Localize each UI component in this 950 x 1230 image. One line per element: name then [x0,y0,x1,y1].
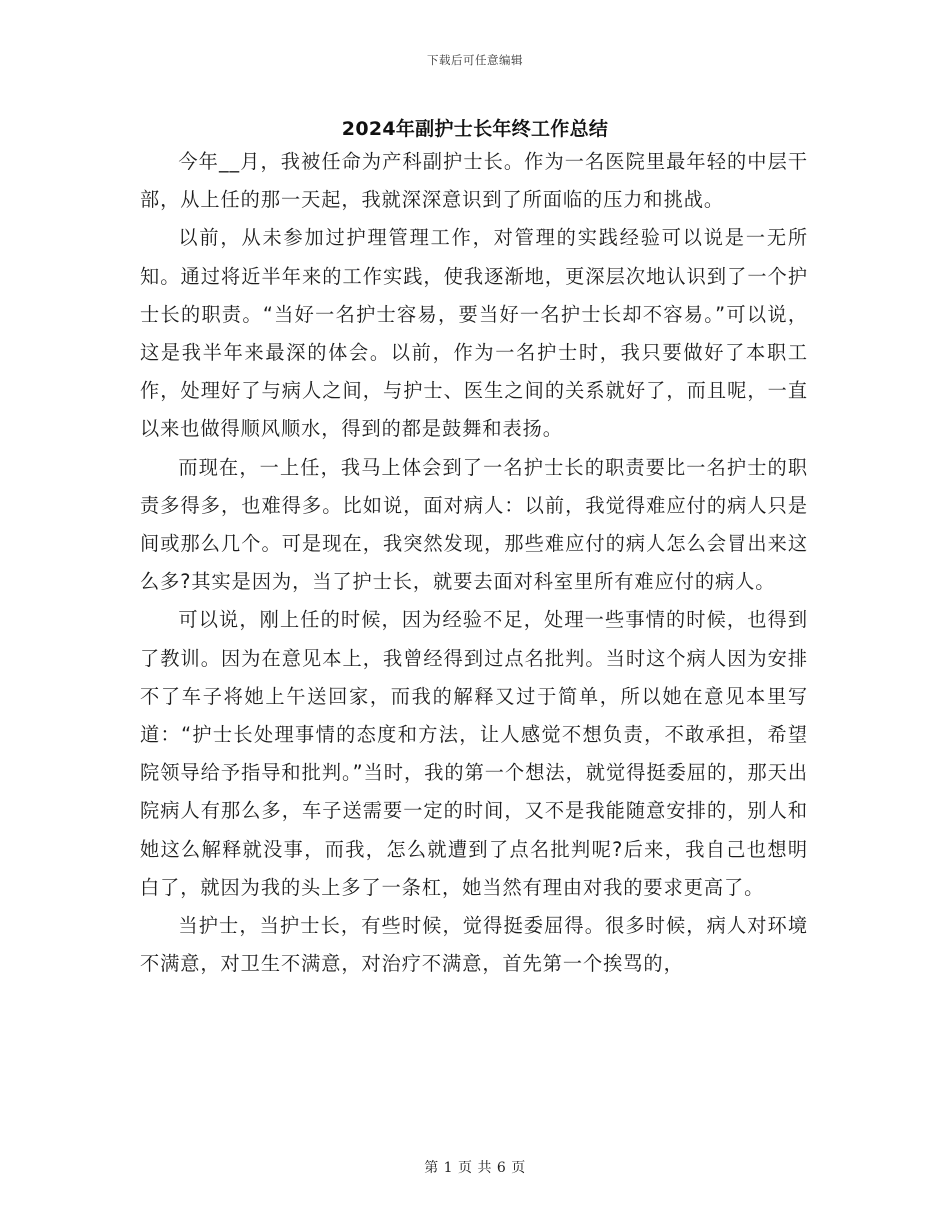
paragraph-3: 而现在，一上任，我马上体会到了一名护士长的职责要比一名护士的职责多得多，也难得多。比如说，面对病人：以前，我觉得难应付的病人只是间或那么几个。可是现在，我突然发现，那些难应付的病人怎么会冒出来这么多?其实是因为，当了护士长，就要去面对科室里所有难应付的病人。 [140,455,808,594]
document-body [140,143,808,983]
document-title: 2024年副护士长年终工作总结 [341,118,609,140]
header-note: 下载后可任意编辑 [427,53,523,67]
paragraph-4: 可以说，刚上任的时候，因为经验不足，处理一些事情的时候，也得到了教训。因为在意见本上，我曾经得到过点名批判。当时这个病人因为安排不了车子将她上午送回家，而我的解释又过于简单，所以她在意见本里写道：“护士长处理事情的态度和方法，让人感觉不想负责，不敢承担，希望院领导给予指导和批判。”当时，我的第一个想法，就觉得挺委屈的，那天出院病人有那么多，车子送需要一定的时间，又不是我能随意安排的，别人和她这么解释就没事，而我，怎么就遭到了点名批判呢?后来，我自己也想明白了，就因为我的头上多了一条杠，她当然有理由对我的要求更高了。 [140,608,808,899]
paragraph-1: 今年__月，我被任命为产科副护士长。作为一名医院里最年轻的中层干部，从上任的那一天起，我就深深意识到了所面临的压力和挑战。 [140,150,808,212]
paragraph-2: 以前，从未参加过护理管理工作，对管理的实践经验可以说是一无所知。通过将近半年来的工作实践，使我逐渐地，更深层次地认识到了一个护士长的职责。“当好一名护士容易，要当好一名护士长却不容易。”可以说，这是我半年来最深的体会。以前，作为一名护士时，我只要做好了本职工作，处理好了与病人之间，与护士、医生之间的关系就好了，而且呢，一直以来也做得顺风顺水，得到的都是鼓舞和表扬。 [140,226,808,441]
paragraph-5: 当护士，当护士长，有些时候，觉得挺委屈得。很多时候，病人对环境不满意，对卫生不满意，对治疗不满意，首先第一个挨骂的， [140,914,808,976]
page-indicator: 第 1 页 共 6 页 [424,1160,526,1176]
